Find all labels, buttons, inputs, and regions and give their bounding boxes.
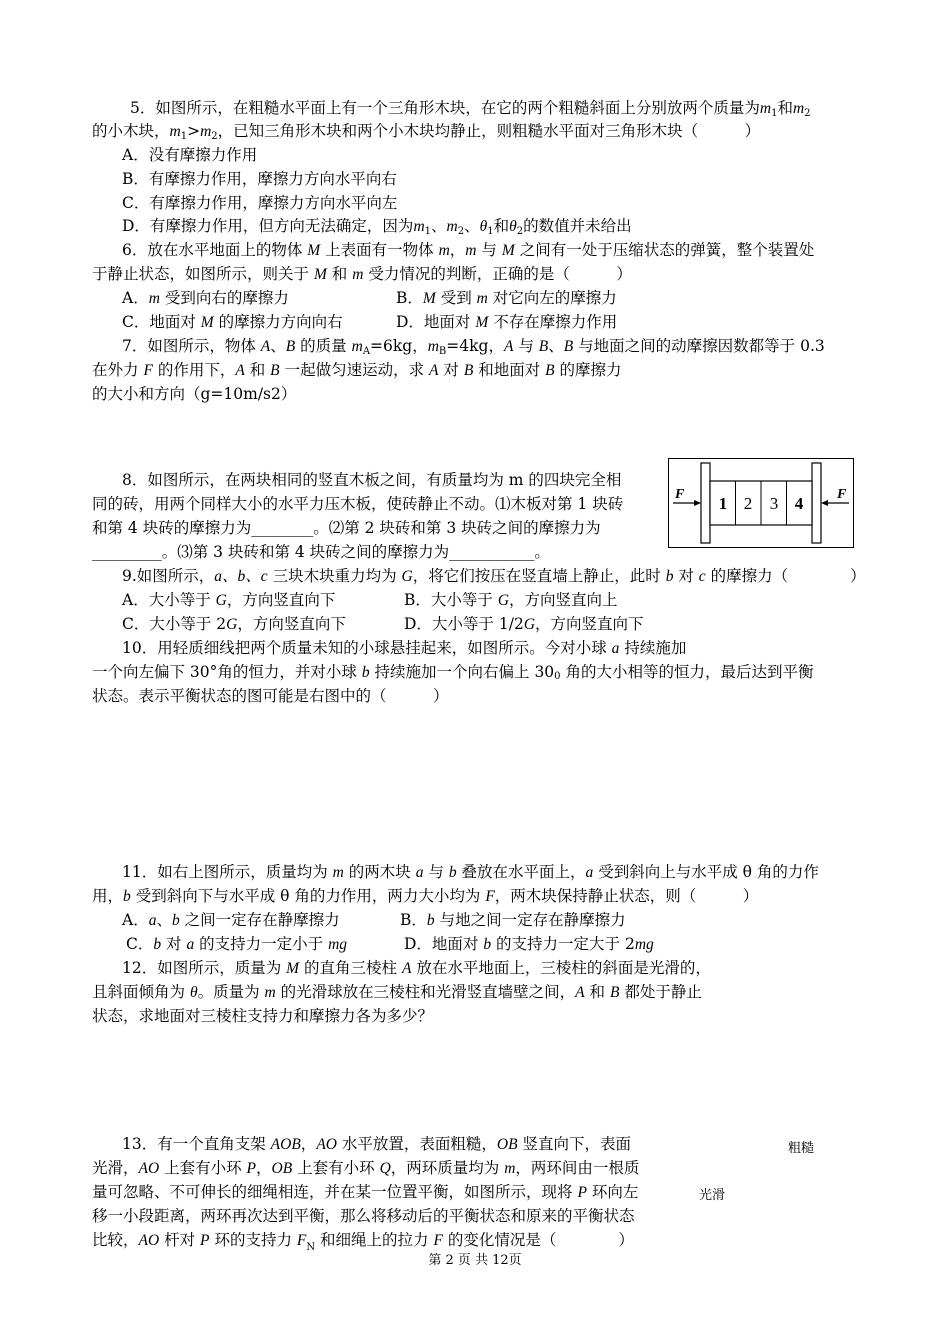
- q13-line-1: [122, 1134, 631, 1155]
- subscript: 2: [516, 226, 524, 237]
- var-M: M: [200, 314, 214, 331]
- var-G: G: [226, 616, 238, 633]
- text: ，方向竖直向上: [509, 591, 618, 609]
- text: ，两环质量均为: [390, 1159, 505, 1177]
- q12-line-3: 状态，求地面对三棱柱支持力和摩擦力各为多少？: [92, 1007, 434, 1025]
- var-abc: a、b、c: [214, 568, 268, 585]
- text: C．大小等于 2: [122, 615, 227, 633]
- var-theta: θ: [189, 984, 198, 1001]
- var-M: M: [286, 960, 300, 977]
- text: 、: [464, 217, 480, 235]
- q5-option-b: B．有摩擦力作用，摩擦力方向水平向右: [122, 170, 397, 188]
- var-a: a: [148, 912, 157, 929]
- var-G: G: [523, 616, 536, 633]
- var-b: b: [448, 864, 457, 881]
- subscript: A: [362, 346, 371, 357]
- var-B: B: [609, 984, 620, 1001]
- text: 的光滑球放在三棱柱和光滑竖直墙壁之间，: [275, 983, 576, 1001]
- text: 的数值并未给出: [523, 217, 632, 235]
- text: 受到向右的摩擦力: [159, 289, 289, 307]
- brick-label-3: 3: [769, 494, 779, 513]
- text: 和细绳上的拉力: [315, 1231, 434, 1249]
- text: ，方向竖直向下: [535, 615, 644, 633]
- var-B: B: [545, 362, 555, 379]
- text: 之间一定存在静摩擦力: [179, 911, 340, 929]
- var-a: a: [186, 936, 195, 953]
- var-m: m: [413, 218, 425, 235]
- var-m: m: [148, 290, 160, 307]
- q5-option-d: [122, 216, 632, 242]
- var-m: m: [504, 1160, 516, 1177]
- var-B: B: [463, 362, 474, 379]
- text: 和: [777, 99, 793, 117]
- text: 对: [438, 361, 464, 379]
- subscript: N: [306, 1242, 316, 1253]
- q11-option-a: [122, 910, 340, 931]
- q10-line-2: [92, 662, 813, 687]
- subscript: 1: [487, 226, 494, 237]
- var-B: B: [538, 338, 549, 355]
- var-M: M: [307, 242, 321, 259]
- text: 水平放置，表面粗糙，: [336, 1135, 497, 1153]
- q13-figure-label-smooth: 光滑: [699, 1188, 726, 1203]
- subscript: B: [438, 346, 447, 357]
- var-AO: AO: [316, 1136, 337, 1153]
- text: 与: [513, 337, 539, 355]
- text: 光滑，: [92, 1159, 139, 1177]
- q11-option-b: [400, 910, 626, 931]
- text: 于静止状态，如图所示，则关于: [92, 265, 314, 283]
- text: 6．放在水平地面上的物体: [122, 241, 308, 259]
- text: 、: [548, 337, 564, 355]
- var-b: b: [483, 936, 492, 953]
- left-arrowhead: [694, 500, 701, 506]
- q12-line-2: [92, 982, 702, 1003]
- text: 10．用轻质细线把两个质量未知的小球悬挂起来，如图所示。今对小球: [122, 639, 612, 657]
- text: C．地面对: [122, 313, 201, 331]
- text: 受到斜向下与水平成 θ 角的力作用，两力大小均为: [130, 887, 486, 905]
- text: ，已知三角形木块和两个小木块均静止，则粗糙水平面对三角形木块（ ）: [217, 122, 761, 140]
- q6-option-c: [122, 312, 343, 333]
- var-M: M: [501, 242, 515, 259]
- q6-option-a: [122, 288, 289, 309]
- q13-line-4: 移一小段距离，两环再次达到平衡，那么将移动后的平衡状态和原来的平衡状态: [92, 1207, 635, 1225]
- q9-option-d: [404, 614, 644, 635]
- text: 、: [431, 217, 447, 235]
- subscript: 2: [457, 226, 465, 237]
- text: 的摩擦力方向向右: [213, 313, 343, 331]
- q9-option-c: [122, 614, 346, 635]
- q10-line-1: [122, 638, 686, 659]
- q13-line-3: [92, 1182, 638, 1203]
- q9-option-b: [404, 590, 618, 611]
- text: 的支持力一定小于: [194, 935, 329, 953]
- text: 杆对: [159, 1231, 201, 1249]
- text: =6kg，: [370, 337, 428, 355]
- bricks-diagram: [669, 459, 853, 547]
- text: 的支持力一定大于 2: [491, 935, 635, 953]
- var-m: m: [427, 338, 439, 355]
- q9-option-a: [122, 590, 335, 611]
- text: 之间有一处于压缩状态的弹簧，整个装置处: [514, 241, 815, 259]
- subscript: 1: [424, 226, 432, 237]
- var-b: b: [123, 888, 131, 905]
- text: 受力情况的判断，正确的是（ ）: [363, 265, 632, 283]
- var-A: A: [260, 338, 271, 355]
- subscript: 2: [804, 108, 811, 119]
- text: 一起做匀速运动，求: [279, 361, 429, 379]
- text: 持续施加一个向右偏上 30: [369, 663, 555, 681]
- text: 的质量: [295, 337, 352, 355]
- var-P: P: [200, 1232, 210, 1249]
- var-b: b: [153, 936, 162, 953]
- text: ，方向竖直向下: [226, 591, 336, 609]
- brick-label-2: 2: [743, 494, 753, 513]
- q7-line-2: [92, 360, 622, 381]
- text: A．: [122, 289, 149, 307]
- text: 竖直向下，表面: [517, 1135, 632, 1153]
- text: 用，: [92, 887, 124, 905]
- text: 13．有一个直角支架: [122, 1135, 271, 1153]
- var-a: a: [415, 864, 424, 881]
- q8-line-3: 和第 4 块砖的摩擦力为________。⑵第 2 块砖和第 3 块砖之间的摩擦力为: [92, 519, 601, 537]
- left-board: [701, 463, 710, 543]
- text: 与: [476, 241, 502, 259]
- var-M: M: [475, 314, 489, 331]
- var-m: m: [446, 218, 458, 235]
- var-c: c: [698, 568, 706, 585]
- var-m: m: [351, 338, 363, 355]
- q7-line-1: [122, 336, 825, 362]
- subscript: 0: [554, 671, 561, 682]
- var-P: P: [577, 1184, 587, 1201]
- right-arrowhead: [821, 500, 828, 506]
- text: >: [187, 122, 201, 140]
- var-B: B: [270, 362, 280, 379]
- brick-label-4: 4: [794, 494, 804, 513]
- q8-line-4: _________。⑶第 3 块砖和第 4 块砖之间的摩擦力为___________。: [92, 543, 550, 561]
- subscript: 1: [180, 131, 188, 142]
- text: 上套有小环: [292, 1159, 380, 1177]
- text: 的摩擦力: [554, 361, 622, 379]
- q11-option-d: [404, 934, 654, 955]
- var-AO: AO: [138, 1160, 160, 1177]
- var-A: A: [575, 984, 585, 1001]
- text: 的两木块: [343, 863, 416, 881]
- text: 与: [423, 863, 449, 881]
- text: 放在水平地面上，三棱柱的斜面是光滑的，: [411, 959, 711, 977]
- text: 和: [493, 217, 510, 235]
- var-mg: mg: [634, 936, 654, 953]
- var-A: A: [401, 960, 412, 977]
- var-OB: OB: [271, 1160, 293, 1177]
- var-m: m: [332, 864, 344, 881]
- text: ，: [256, 1159, 272, 1177]
- q6-option-b: [396, 288, 617, 309]
- var-F: F: [433, 1232, 443, 1249]
- text: 的小木块，: [92, 122, 170, 140]
- var-G: G: [401, 568, 413, 585]
- var-b: b: [361, 664, 370, 681]
- var-m: m: [352, 266, 364, 283]
- var-m: m: [169, 123, 181, 140]
- text: 的变化情况是（ ）: [442, 1231, 634, 1249]
- var-m: m: [759, 100, 772, 117]
- var-b: b: [665, 568, 674, 585]
- var-A: A: [235, 362, 245, 379]
- var-B: B: [563, 338, 574, 355]
- text: 与地之间一定存在静摩擦力: [434, 911, 626, 929]
- var-G: G: [215, 592, 227, 609]
- var-F: F: [143, 362, 153, 379]
- q8-line-1: 8．如图所示，在两块相同的竖直木板之间，有质量均为 m 的四块完全相: [122, 471, 622, 489]
- text: 在外力: [92, 361, 144, 379]
- q6-line-1: [122, 240, 814, 261]
- text: D．地面对: [396, 313, 476, 331]
- text: 对: [673, 567, 699, 585]
- subscript: 1: [771, 108, 778, 119]
- q11-line-2: [92, 886, 758, 907]
- q5-option-c: C．有摩擦力作用，摩擦力方向水平向左: [122, 194, 398, 212]
- text: C．: [126, 935, 154, 953]
- right-board: [812, 463, 821, 543]
- text: 一个向左偏下 30°角的恒力，并对小球: [92, 663, 362, 681]
- var-M: M: [422, 290, 436, 307]
- text: 受到斜向上与水平成 θ 角的力作: [593, 863, 819, 881]
- q5-option-a: A．没有摩擦力作用: [122, 146, 258, 164]
- text: D．大小等于 1/2: [404, 615, 524, 633]
- text: 和地面对: [473, 361, 546, 379]
- text: A．: [122, 911, 149, 929]
- text: B．大小等于: [404, 591, 498, 609]
- var-m: m: [465, 242, 477, 259]
- var-P: P: [246, 1160, 257, 1177]
- var-m: m: [264, 984, 276, 1001]
- text: ，两环间由一根质: [515, 1159, 640, 1177]
- var-m: m: [476, 290, 488, 307]
- var-mg: mg: [328, 936, 348, 953]
- text: 持续施加: [619, 639, 687, 657]
- var-B: B: [285, 338, 296, 355]
- var-F: F: [296, 1232, 307, 1249]
- var-theta: θ: [509, 218, 517, 235]
- brick-label-1: 1: [718, 494, 728, 513]
- text: 对它向左的摩擦力: [487, 289, 617, 307]
- text: 叠放在水平面上，: [456, 863, 586, 881]
- text: 上表面有一物体: [320, 241, 439, 259]
- q13-line-2: [92, 1158, 639, 1179]
- text: 和: [244, 361, 271, 379]
- var-a: a: [585, 864, 594, 881]
- var-F: F: [485, 888, 495, 905]
- text: 的直角三棱柱: [299, 959, 402, 977]
- text: 角的大小相等的恒力，最后达到平衡: [560, 663, 814, 681]
- text: 环向左: [586, 1183, 639, 1201]
- var-a: a: [611, 640, 620, 657]
- text: 的作用下，: [152, 361, 236, 379]
- right-force-label: F: [837, 487, 847, 502]
- text: ，两木块保持静止状态，则（ ）: [494, 887, 759, 905]
- var-A: A: [503, 338, 514, 355]
- q6-option-d: [396, 312, 617, 333]
- text: 环的支持力: [209, 1231, 297, 1249]
- page-footer: 第 2 页 共 12页: [428, 1253, 522, 1268]
- q9-line-1: [122, 566, 866, 587]
- q10-line-3: 状态。表示平衡状态的图可能是右图中的（ ）: [92, 687, 449, 705]
- q13-figure-label-rough: 粗糙: [788, 1141, 815, 1156]
- q12-line-1: [122, 958, 711, 979]
- text: 比较，: [92, 1231, 139, 1249]
- var-b: b: [171, 912, 180, 929]
- text: A．大小等于: [122, 591, 216, 609]
- text: 、: [270, 337, 286, 355]
- text: 和: [584, 983, 610, 1001]
- q11-option-c: [126, 934, 347, 955]
- var-AOB: AOB: [270, 1136, 301, 1153]
- text: 量可忽略、不可伸长的细绳相连，并在某一位置平衡，如图所示，现将: [92, 1183, 578, 1201]
- var-m: m: [792, 100, 805, 117]
- text: 9.如图所示，: [122, 567, 215, 585]
- text: 上套有小环: [159, 1159, 247, 1177]
- var-G: G: [497, 592, 510, 609]
- text: 对: [161, 935, 187, 953]
- text: B．: [400, 911, 427, 929]
- text: ，将它们按压在竖直墙上静止，此时: [412, 567, 666, 585]
- text: 和: [326, 265, 353, 283]
- var-A: A: [429, 362, 439, 379]
- text: 都处于静止: [619, 983, 702, 1001]
- var-m: m: [200, 123, 212, 140]
- var-Q: Q: [379, 1160, 391, 1177]
- text: 7．如图所示，物体: [122, 337, 261, 355]
- text: ，: [300, 1135, 317, 1153]
- text: =4kg，: [446, 337, 504, 355]
- q8-line-2: 同的砖，用两个同样大小的水平力压木板，使砖静止不动。⑴木板对第 1 块砖: [92, 495, 624, 513]
- var-OB: OB: [496, 1136, 518, 1153]
- text: D．地面对: [404, 935, 484, 953]
- q7-line-3: 的大小和方向（g=10m/s2）: [92, 385, 297, 403]
- text: 。质量为: [197, 983, 265, 1001]
- text: 11．如右上图所示，质量均为: [122, 863, 333, 881]
- q8-bricks-figure: [668, 458, 854, 548]
- q5-stem-text: 5．如图所示，在粗糙水平面上有一个三角形木块，在它的两个粗糙斜面上分别放两个质量为: [130, 99, 760, 117]
- q5-line-2: [92, 121, 760, 147]
- var-theta: θ: [479, 218, 488, 235]
- text: 12．如图所示，质量为: [122, 959, 287, 977]
- var-m: m: [438, 242, 450, 259]
- text: ，: [449, 241, 466, 259]
- var-AO: AO: [138, 1232, 160, 1249]
- text: 的摩擦力（ ）: [705, 567, 866, 585]
- text: ，方向竖直向下: [237, 615, 346, 633]
- text: B．: [396, 289, 423, 307]
- text: 、: [156, 911, 172, 929]
- var-M: M: [313, 266, 327, 283]
- text: D．有摩擦力作用，但方向无法确定，因为: [122, 217, 414, 235]
- left-force-label: F: [675, 487, 685, 502]
- subscript: 2: [211, 131, 218, 142]
- var-b: b: [426, 912, 435, 929]
- q6-line-2: [92, 264, 632, 285]
- text: 与地面之间的动摩擦因数都等于 0.3: [573, 337, 825, 355]
- text: 且斜面倾角为: [92, 983, 190, 1001]
- q11-line-1: [122, 862, 819, 883]
- text: 不存在摩擦力作用: [488, 313, 618, 331]
- text: 三块木块重力均为: [267, 567, 402, 585]
- text: 受到: [435, 289, 477, 307]
